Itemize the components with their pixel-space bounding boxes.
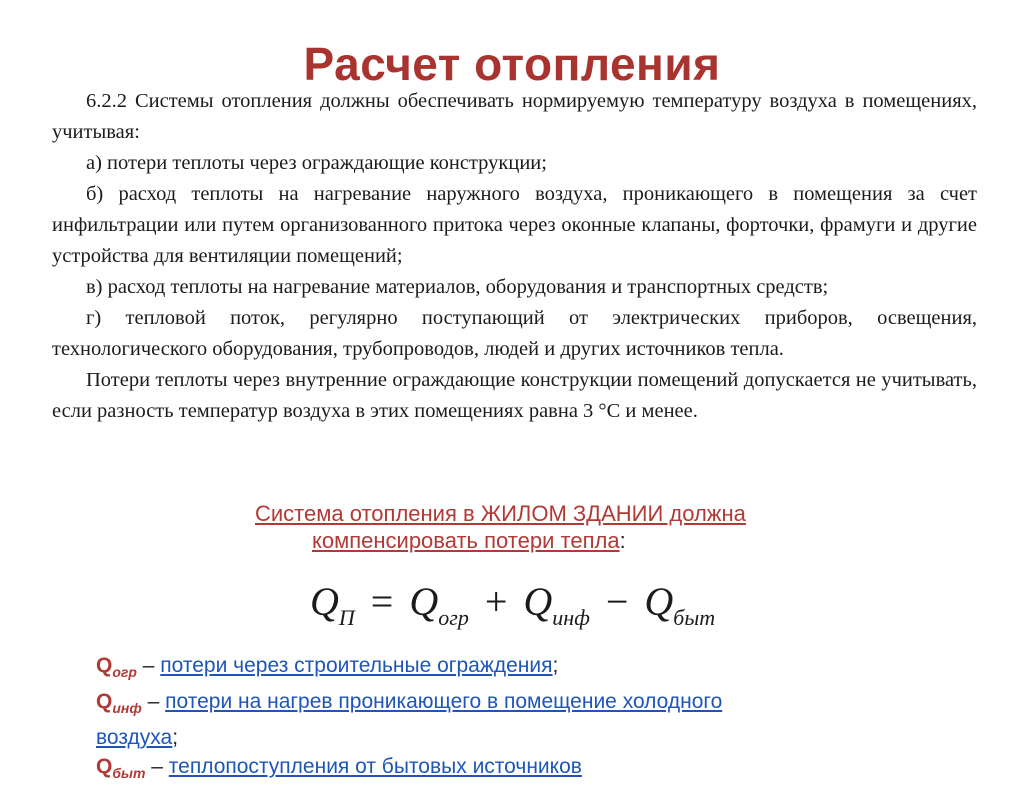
norm-item-b: б) расход теплоты на нагревание наружного воздуха, проникающего в помещения за счет инфильтрации или путем организованного притока через оконные клапаны, форточки, фрамуги и другие устройства для вентиляции помещений; (52, 183, 977, 267)
norm-item-g: г) тепловой поток, регулярно поступающий от электрических приборов, освещения, технологического оборудования, трубопроводов, людей и других источников тепла. (52, 307, 977, 360)
symbol-letter: Q (96, 755, 113, 779)
definition-dash: – (145, 755, 169, 779)
definition-row (96, 752, 976, 788)
definition-row (96, 687, 976, 723)
definition-symbol (96, 690, 142, 717)
norm-paragraph-internal: Потери теплоты через внутренние ограждающие конструкции помещений допускается не учитывать, если разность температур воздуха в этих помещениях равна 3 °С и менее. (52, 369, 977, 422)
definition-dash: – (141, 690, 166, 714)
formula-term-1: Q (409, 579, 439, 624)
term-definitions (96, 651, 976, 789)
heat-balance-formula (310, 574, 730, 646)
heating-statement (255, 500, 895, 554)
symbol-sub: инф (112, 700, 142, 717)
symbol-letter: Q (96, 654, 113, 677)
formula-term-2-sub: инф (552, 605, 590, 630)
formula-lhs: Q (310, 579, 339, 624)
definition-link[interactable]: потери через строительные ограждения (160, 654, 553, 677)
formula-term-1-sub: огр (438, 605, 469, 630)
statement-line-1: Система отопления в ЖИЛОМ ЗДАНИИ должна (255, 501, 746, 526)
definition-link[interactable]: воздуха (96, 726, 173, 750)
definition-symbol (96, 654, 137, 681)
formula-equals: = (370, 579, 394, 624)
norm-paragraph-intro: 6.2.2 Системы отопления должны обеспечивать нормируемую температуру воздуха в помещениях, учитывая: (52, 90, 977, 143)
norm-item-v: в) расход теплоты на нагревание материалов, оборудования и транспортных средств; (86, 276, 829, 298)
symbol-sub: огр (112, 664, 137, 681)
statement-line-2: компенсировать потери тепла (312, 528, 620, 553)
norm-item-a: а) потери теплоты через ограждающие конструкции; (86, 152, 547, 174)
slide-title: Расчет отопления (303, 38, 721, 90)
formula-term-3: Q (644, 579, 674, 624)
definition-tail: ; (552, 654, 559, 677)
definition-tail: ; (172, 726, 179, 750)
formula-minus: − (605, 579, 629, 624)
symbol-letter: Q (96, 690, 113, 714)
definition-link[interactable]: теплопоступления от бытовых источников (168, 755, 582, 779)
definition-row (96, 651, 976, 687)
definition-link[interactable]: потери на нагрев проникающего в помещение холодного (165, 690, 723, 714)
definition-row-continuation (96, 723, 976, 752)
formula-plus: + (484, 579, 508, 624)
formula-lhs-sub: П (338, 605, 355, 630)
norm-excerpt (52, 86, 977, 427)
definition-dash: – (136, 654, 161, 677)
symbol-sub: быт (112, 765, 146, 782)
formula-term-3-sub: быт (673, 605, 716, 630)
formula-term-2: Q (523, 579, 553, 624)
statement-colon: : (619, 528, 626, 553)
